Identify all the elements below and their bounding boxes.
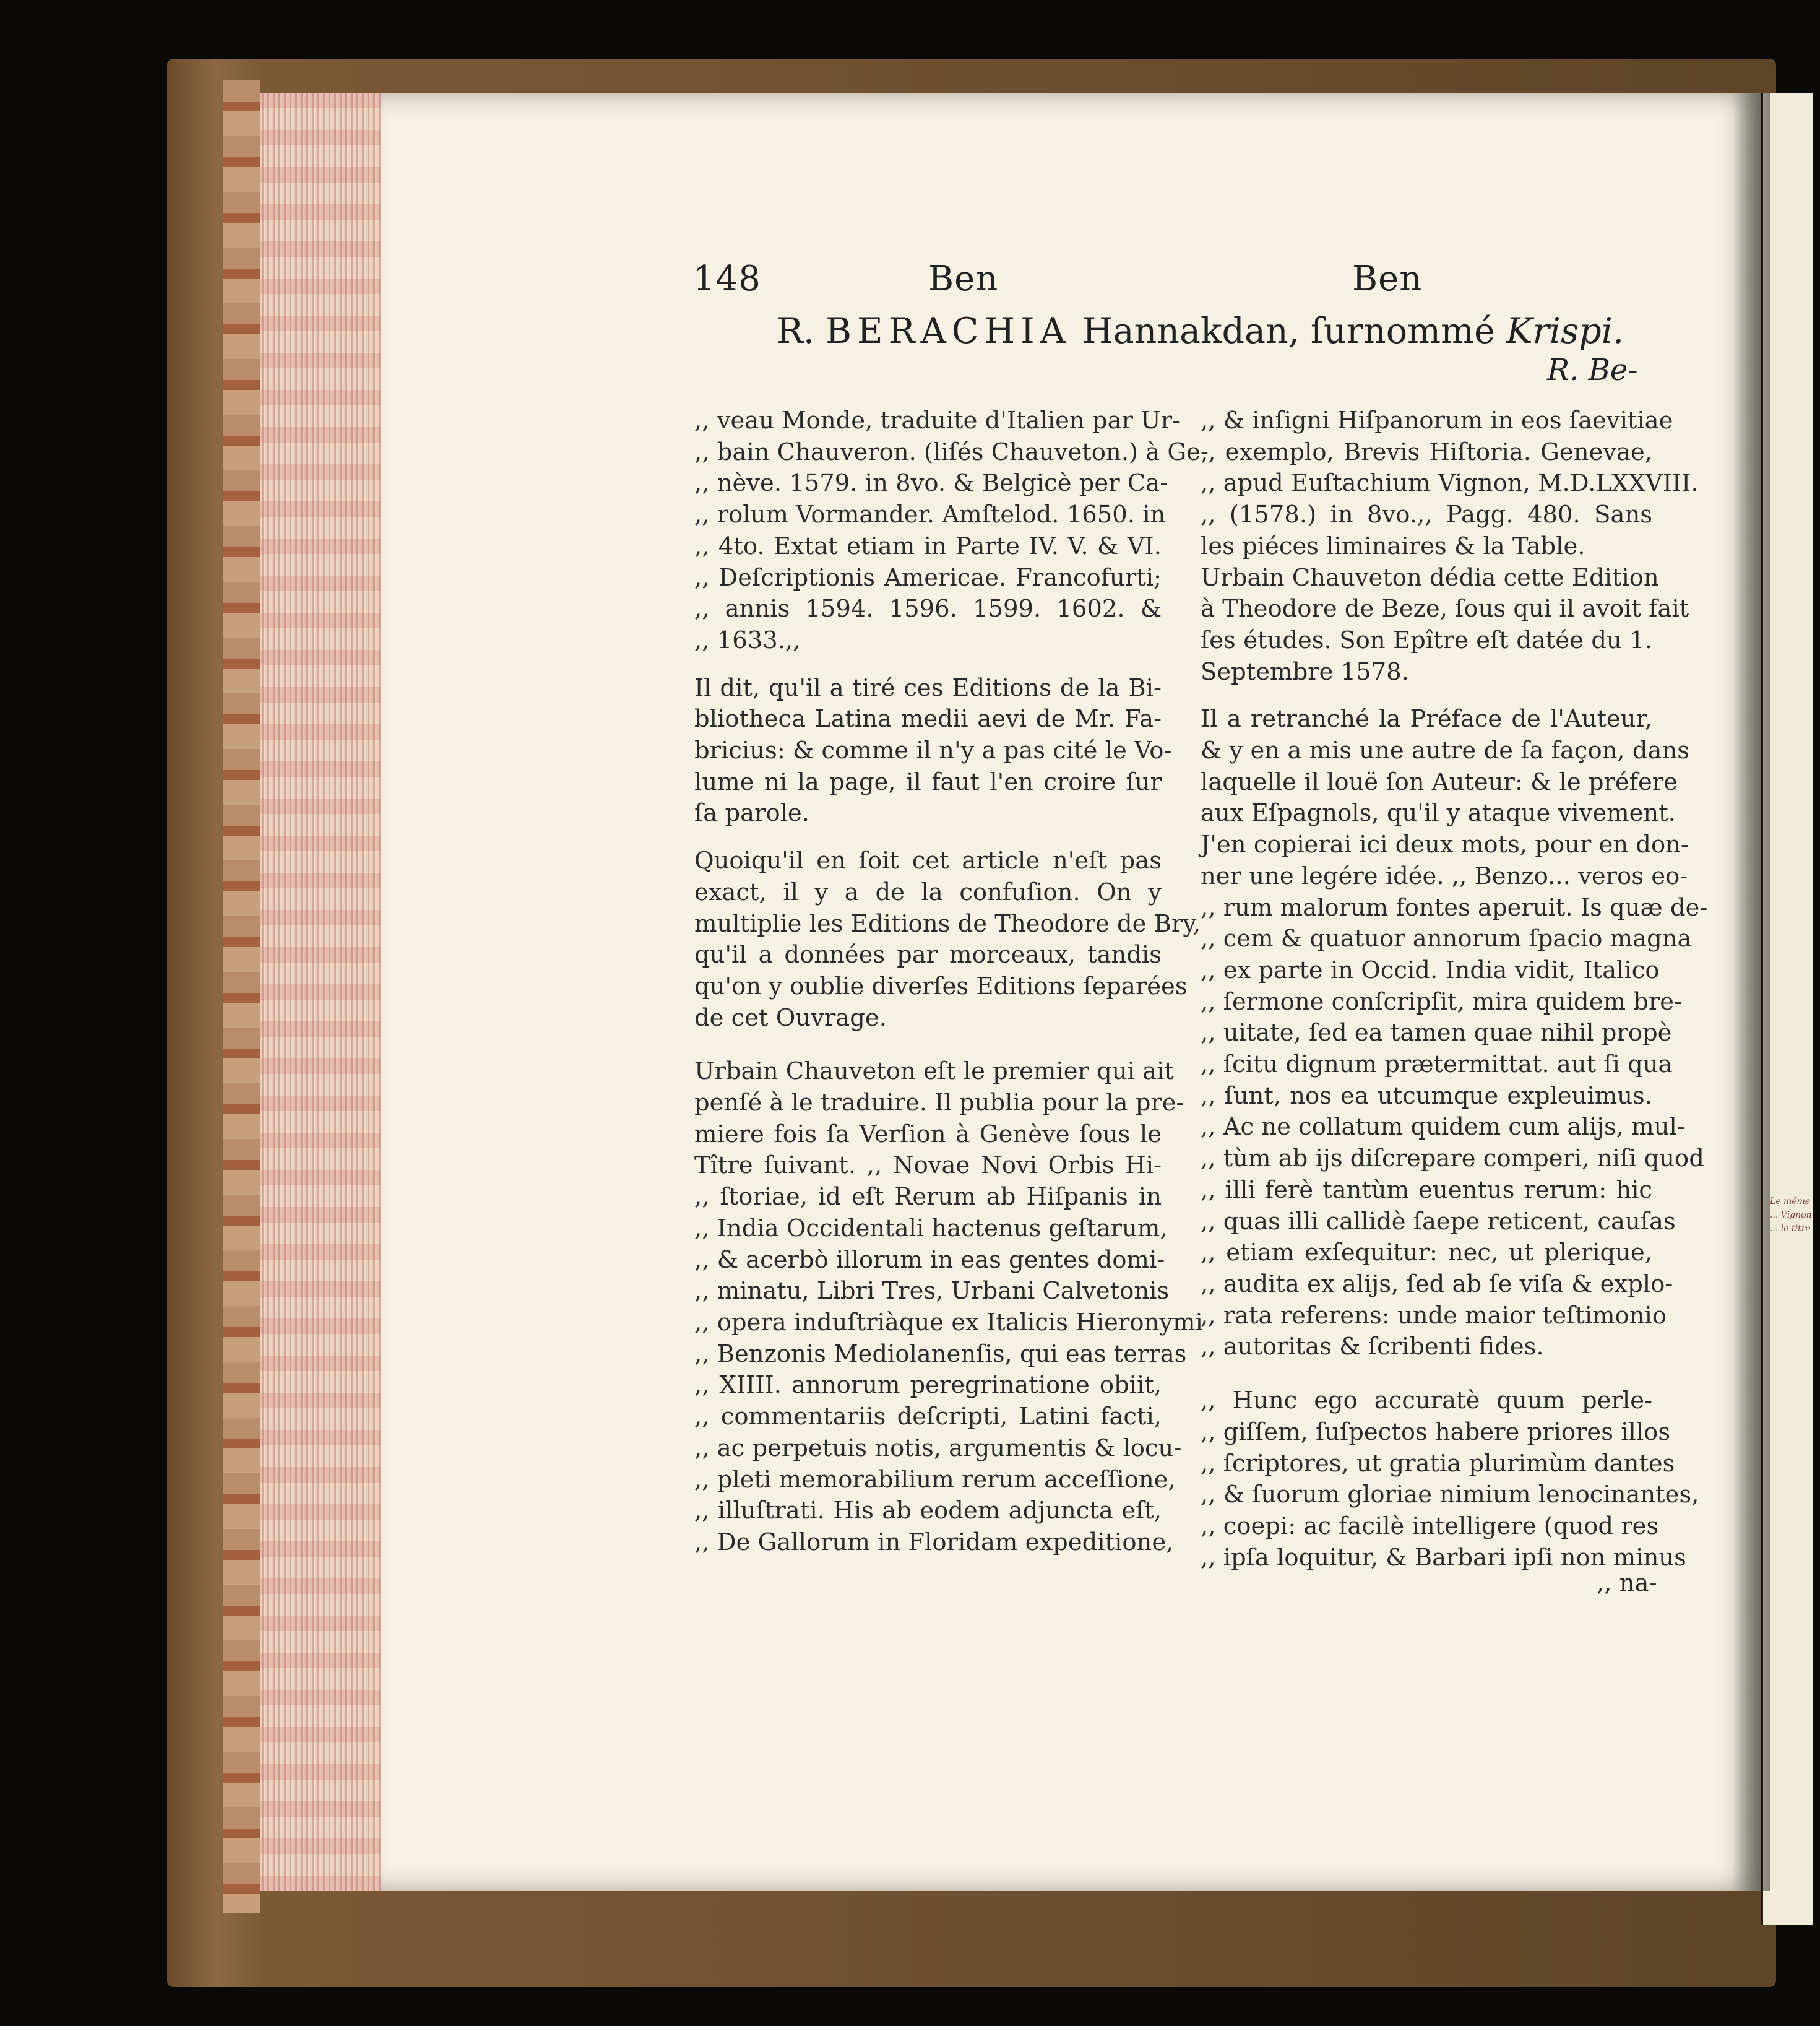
text-line: ,, ſunt, nos ea utcumque expleuimus. — [1201, 1081, 1652, 1110]
text-line: ,, ſcriptores, ut gratia plurimùm dantes — [1201, 1449, 1675, 1478]
text-line: ,, etiam exſequitur: nec, ut plerique, — [1201, 1239, 1652, 1267]
text-line: ,, Deſcriptionis Americae. Francofurti; — [694, 563, 1162, 592]
text-line: laquelle il louë ſon Auteur: & le préfere — [1201, 768, 1678, 796]
right-column — [1201, 405, 1708, 1574]
text-line: lume ni la page, il faut l'en croire ſur — [694, 768, 1162, 796]
text-line: ,, (1578.) in 8vo.,, Pagg. 480. Sans — [1201, 501, 1652, 529]
text-line: ,, ſermone conſcripſit, mira quidem bre- — [1201, 987, 1683, 1016]
text-line: ,, quas illi callidè ſaepe reticent, cauſas — [1201, 1207, 1676, 1236]
text-line: ,, ſtoriae, id eſt Rerum ab Hiſpanis in — [694, 1183, 1162, 1211]
text-line: à Theodore de Beze, ſous qui il avoit fait — [1201, 595, 1689, 623]
paragraph — [694, 405, 1209, 657]
text-line: ,, 1633.,, — [694, 626, 801, 654]
text-line: ,, rolum Vormander. Amſtelod. 1650. in — [694, 501, 1166, 529]
page-edges — [260, 93, 381, 1891]
text-line: bricius: & comme il n'y a pas cité le Vo- — [694, 737, 1172, 765]
text-line: J'en copierai ici deux mots, pour en don- — [1201, 831, 1689, 859]
paragraph — [1201, 704, 1708, 1363]
text-line: ,, rata referens: unde maior teſtimonio — [1201, 1301, 1667, 1330]
text-line: ,, uitate, ſed ea tamen quae nihil propè — [1201, 1019, 1672, 1047]
page-gutter-shadow — [1733, 93, 1770, 1891]
text-line: multiplie les Editions de Theodore de Bry, — [694, 909, 1201, 938]
catchword-top: R. Be- — [1547, 353, 1638, 387]
text-line: de cet Ouvrage. — [694, 1003, 887, 1032]
text-line: ,, ſcitu dignum prætermittat. aut ſi qua — [1201, 1050, 1673, 1079]
text-line: ,, ex parte in Occid. India vidit, Italico — [1201, 956, 1660, 984]
text-line: ,, giſſem, ſuſpectos habere priores illos — [1201, 1418, 1671, 1446]
text-line: ,, rum malorum fontes aperuit. Is quæ de- — [1201, 893, 1708, 922]
text-line: Tître ſuivant. ,, Novae Novi Orbis Hi- — [694, 1151, 1162, 1180]
paragraph — [1201, 1385, 1699, 1574]
running-head-right: Ben — [1352, 259, 1423, 299]
text-line: ſes études. Son Epître eſt datée du 1. — [1201, 626, 1652, 654]
text-line: les piéces liminaires & la Table. — [1201, 532, 1585, 560]
text-line: Urbain Chauveton eſt le premier qui ait — [694, 1057, 1174, 1086]
text-line: ,, audita ex alijs, ſed ab ſe viſa & explo- — [1201, 1270, 1673, 1298]
text-line: qu'il a données par morceaux, tandis — [694, 941, 1162, 969]
title-italic: Krispi. — [1506, 311, 1624, 352]
text-line: ,, coepi: ac facilè intelligere (quod res — [1201, 1512, 1659, 1540]
text-line: miere fois ſa Verſion à Genève ſous le — [694, 1120, 1162, 1148]
paragraph — [694, 1056, 1203, 1558]
title-name: BERACHIA — [826, 311, 1071, 352]
left-column — [694, 405, 1209, 1559]
text-line: Il dit, qu'il a tiré ces Editions de la Bi- — [694, 673, 1162, 702]
text-line: ,, opera induſtriàque ex Italicis Hieronymi — [694, 1308, 1203, 1336]
paragraph — [694, 673, 1172, 830]
margin-handwritten-note: Le même ... Vignon ... le titre — [1770, 1197, 1812, 1234]
running-head-left: Ben — [928, 259, 999, 299]
text-line: ,, veau Monde, traduite d'Italien par Ur- — [694, 407, 1181, 435]
text-line: ,, illuſtrati. His ab eodem adjuncta eſt, — [694, 1497, 1162, 1525]
paragraph — [1201, 405, 1699, 563]
text-line: aux Eſpagnols, qu'il y ataque vivement. — [1201, 799, 1676, 828]
text-line: ,, ipſa loquitur, & Barbari ipſi non minus — [1201, 1543, 1686, 1572]
text-line: ,, & ſuorum gloriae nimium lenocinantes, — [1201, 1481, 1699, 1509]
text-line: ,, ac perpetuis notis, argumentis & locu- — [694, 1434, 1182, 1462]
text-line: ,, & inſigni Hiſpanorum in eos ſaevitiae — [1201, 407, 1673, 435]
text-line: ,, XIIII. annorum peregrinatione obiit, — [694, 1371, 1162, 1400]
page-number: 148 — [693, 259, 761, 299]
text-line: ,, Benzonis Mediolanenſis, qui eas terras — [694, 1340, 1187, 1368]
text-line: ,, exemplo, Brevis Hiſtoria. Genevae, — [1201, 438, 1652, 466]
text-line: Il a retranché la Préface de l'Auteur, — [1201, 705, 1652, 734]
text-line: ,, commentariis deſcripti, Latini facti, — [694, 1403, 1162, 1431]
text-line: ,, 4to. Extat etiam in Parte IV. V. & VI. — [694, 532, 1162, 560]
text-line: Urbain Chauveton dédia cette Edition — [1201, 563, 1659, 592]
title-rest: Hannakdan, ſurnommé — [1082, 311, 1495, 352]
text-line: ,, pleti memorabilium rerum acceſſione, — [694, 1465, 1176, 1494]
text-line: ,, & acerbò illorum in eas gentes domi- — [694, 1245, 1165, 1274]
text-line: ,, bain Chauveron. (liſés Chauveton.) à Ge- — [694, 438, 1209, 466]
text-line: ,, nève. 1579. in 8vo. & Belgicè per Ca- — [694, 469, 1168, 498]
paragraph — [1201, 563, 1689, 688]
title-prefix: R. — [777, 311, 815, 352]
text-line: Septembre 1578. — [1201, 657, 1409, 686]
catchword-bottom: ,, na- — [1597, 1569, 1657, 1597]
text-line: ſa parole. — [694, 799, 809, 828]
text-line: ,, Hunc ego accuratè quum perle- — [1201, 1387, 1652, 1415]
book-spine-edge — [223, 80, 260, 1913]
text-line: ,, minatu, Libri Tres, Urbani Calvetonis — [694, 1277, 1170, 1305]
text-line: qu'on y oublie diverſes Editions ſeparées — [694, 972, 1188, 1000]
text-line: ,, De Gallorum in Floridam expeditione, — [694, 1528, 1174, 1556]
text-line: ,, India Occidentali hactenus geſtarum, — [694, 1214, 1168, 1242]
text-line: ,, annis 1594. 1596. 1599. 1602. & — [694, 595, 1162, 623]
text-line: ner une legére idée. ,, Benzo... veros eo- — [1201, 862, 1688, 890]
text-line: bliotheca Latina medii aevi de Mr. Fa- — [694, 705, 1162, 734]
text-line: ,, autoritas & ſcribenti fides. — [1201, 1333, 1544, 1361]
text-line: exact, il y a de la confuſion. On y — [694, 878, 1162, 906]
text-line: ,, illi ferè tantùm euentus rerum: hic — [1201, 1175, 1652, 1204]
text-line: ,, cem & quatuor annorum ſpacio magna — [1201, 925, 1692, 953]
text-line: Quoiqu'il en ſoit cet article n'eſt pas — [694, 847, 1162, 875]
text-line: ,, Ac ne collatum quidem cum alijs, mul- — [1201, 1113, 1685, 1141]
text-line: ,, apud Euſtachium Vignon, M.D.LXXVIII. — [1201, 469, 1699, 498]
text-line: penſé à le traduire. Il publia pour la pre- — [694, 1089, 1184, 1117]
entry-title — [777, 311, 1624, 352]
text-line: & y en a mis une autre de ſa façon, dans — [1201, 737, 1690, 765]
paragraph — [694, 846, 1201, 1034]
text-line: ,, tùm ab ijs diſcrepare comperi, niſi quod — [1201, 1145, 1704, 1173]
